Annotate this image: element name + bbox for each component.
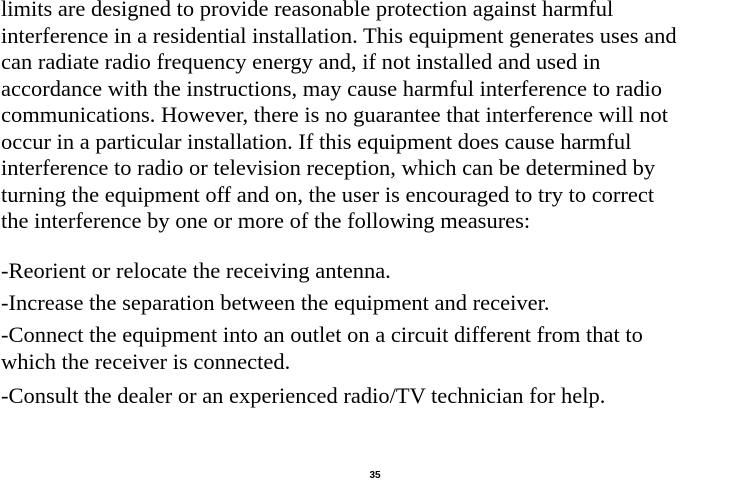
measure-text: -Increase the separation between the equipment and receiver. [1,290,550,315]
text-line: interference to radio or television reception, which can be determined by [1,155,656,180]
measure-item-outlet [1,322,749,375]
measure-text: -Connect the equipment into an outlet on a circuit different from that to [1,322,643,347]
text-line: accordance with the instructions, may cause harmful interference to radio [1,75,662,101]
text-line: turning the equipment off and on, the user is encouraged to try to correct [1,181,655,207]
measure-text: -Consult the dealer or an experienced radio/TV technician for help. [1,383,606,408]
text-line: the interference by one or more of the following measures: [1,208,531,233]
measure-text: -Reorient or relocate the receiving antenna. [1,258,391,283]
text-line: communications. However, there is no guarantee that interference will not [1,102,668,127]
text-line: interference in a residential installation. This equipment generates uses and [1,22,677,48]
measure-item-consult [1,383,749,410]
page-number: 35 [369,470,381,481]
text-line: can radiate radio frequency energy and, if not installed and used in [1,49,601,74]
text-line: occur in a particular installation. If this equipment does cause harmful [1,128,632,154]
measure-item-separation [1,290,749,317]
measure-item-reorient [1,258,749,285]
measure-text: which the receiver is connected. [1,348,291,374]
fcc-interference-paragraph [1,0,749,235]
text-line: limits are designed to provide reasonable protection against harmful [1,0,614,21]
